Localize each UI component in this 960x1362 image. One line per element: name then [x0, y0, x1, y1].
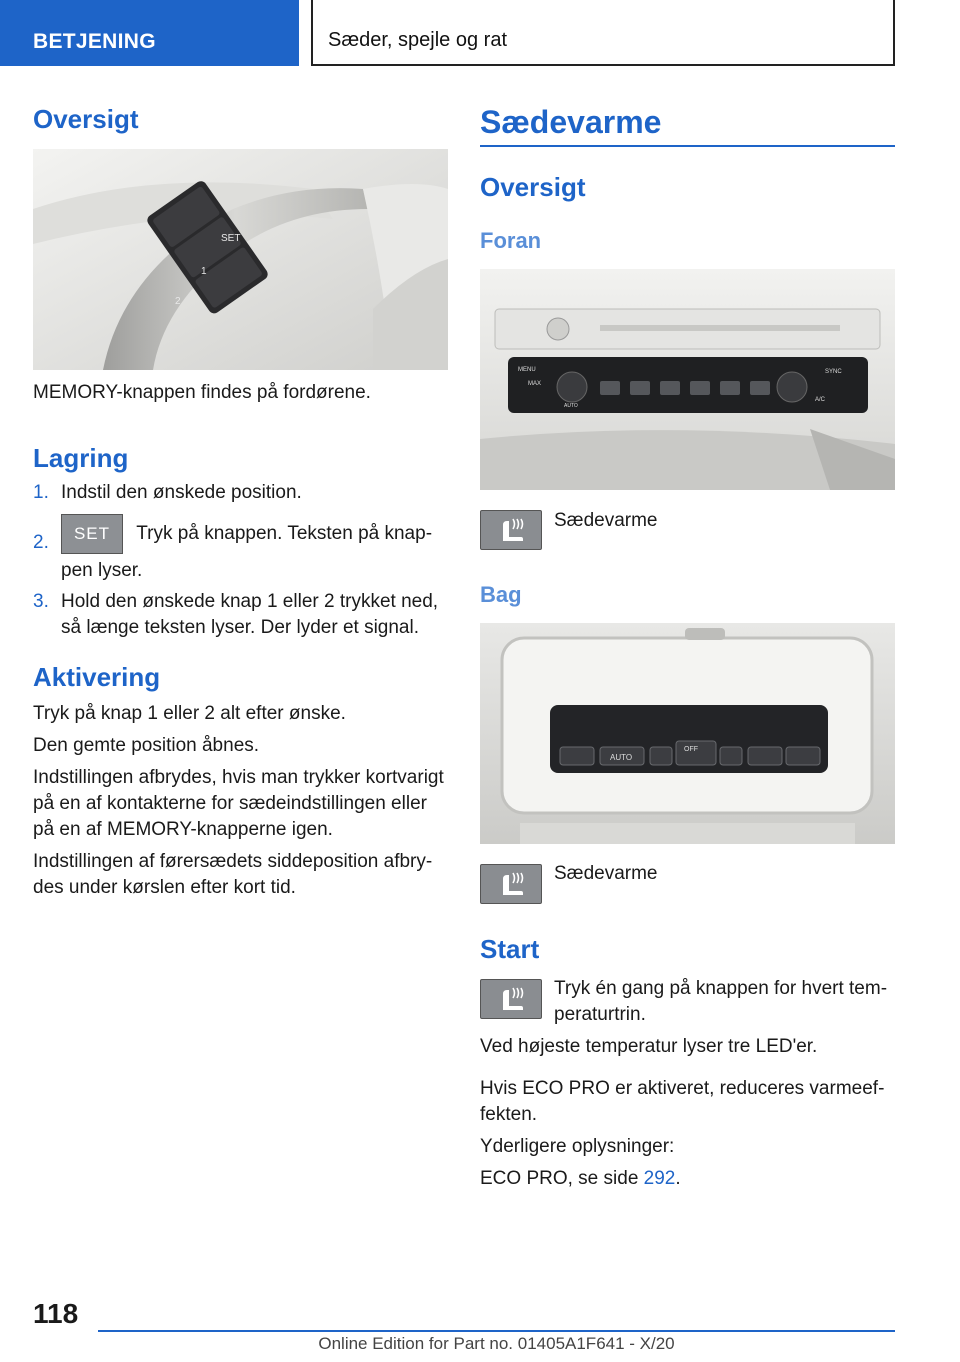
step-3: [33, 589, 448, 643]
door-memory-photo: [33, 149, 448, 370]
chapter-tab: [311, 0, 895, 66]
aktivering-heading: Aktivering: [33, 662, 161, 692]
seat-heating-icon: [480, 979, 542, 1019]
off-label: OFF: [684, 746, 698, 753]
saedevarme-heading: Sædevarme: [480, 104, 662, 140]
paragraph: Den gemte position åbnes.: [33, 735, 260, 756]
auto-label: AUTO: [564, 403, 578, 409]
page-number: 118: [33, 1298, 79, 1329]
start-text: Tryk én gang på knappen for hvert tem-peraturtrin.: [554, 978, 888, 1025]
oversigt-heading: Oversigt: [33, 104, 139, 134]
photo-caption: MEMORY-knappen findes på fordørene.: [33, 382, 371, 403]
rear-panel-photo: [480, 623, 895, 844]
door-panel-illustration: [33, 149, 448, 370]
seat-heating-icon: [480, 510, 542, 550]
step-number: 2.: [33, 532, 49, 553]
step-text: Hold den ønskede knap 1 eller 2 trykket ned,: [61, 591, 439, 612]
step-text: Indstil den ønskede position.: [61, 482, 302, 503]
paragraph: Hvis ECO PRO er aktiveret, reduceres varmeef-fekten.: [480, 1078, 885, 1125]
icon-label: Sædevarme: [554, 510, 658, 531]
footer-rule: [98, 1330, 895, 1332]
paragraph: Indstillingen afbrydes, hvis man trykker kortvarigt på en af kontakterne for sædeindstillingen eller på en af MEMORY-knapperne igen.: [33, 767, 444, 840]
section-label: BETJENING: [33, 30, 156, 53]
set-button-icon: SET: [61, 514, 123, 554]
edition-text: Online Edition for Part no. 01405A1F641 - X/20: [318, 1334, 675, 1353]
chapter-label: Sæder, spejle og rat: [328, 29, 507, 51]
max-label: MAX: [528, 381, 542, 387]
front-panel-photo: [480, 269, 895, 490]
paragraph: Indstillingen af førersædets siddeposition afbry-des under kørslen efter kort tid.: [33, 851, 433, 898]
menu-label: MENU: [518, 367, 536, 373]
paragraph: Tryk på knap 1 eller 2 alt efter ønske.: [33, 703, 346, 724]
step-number: 3.: [33, 591, 49, 612]
set-label: SET: [221, 233, 241, 244]
paragraph: ECO PRO, se side 292.: [480, 1168, 681, 1189]
paragraph: Yderligere oplysninger:: [480, 1136, 675, 1157]
start-heading: Start: [480, 934, 540, 964]
section-tab: [0, 0, 299, 66]
aktivering-body: [33, 701, 448, 901]
bag-heading: Bag: [480, 582, 522, 607]
ac-label: A/C: [815, 397, 826, 403]
front-climate-panel-illustration: [480, 269, 895, 490]
paragraph: Ved højeste temperatur lyser tre LED'er.: [480, 1036, 818, 1057]
auto-label: AUTO: [610, 753, 633, 762]
seat-heating-icon: [480, 864, 542, 904]
foran-heading: Foran: [480, 228, 542, 253]
title-rule: [480, 145, 895, 147]
step-text-cont: så længe teksten lyser. Der lyder et signal.: [61, 617, 420, 638]
rear-climate-panel-illustration: [480, 623, 895, 844]
memory-2-label: 2: [175, 296, 181, 307]
memory-1-label: 1: [201, 266, 207, 277]
step-2: [33, 514, 448, 584]
start-body: [480, 1034, 895, 1192]
icon-label: Sædevarme: [554, 863, 658, 884]
lagring-heading: Lagring: [33, 443, 129, 473]
step-text: Tryk på knappen. Teksten på knap-: [136, 523, 433, 545]
sync-label: SYNC: [825, 369, 842, 375]
oversigt-heading-right: Oversigt: [480, 172, 586, 202]
step-text-cont: pen lyser.: [61, 560, 143, 581]
step-number: 1.: [33, 482, 49, 503]
page-reference-link[interactable]: 292: [643, 1168, 676, 1189]
